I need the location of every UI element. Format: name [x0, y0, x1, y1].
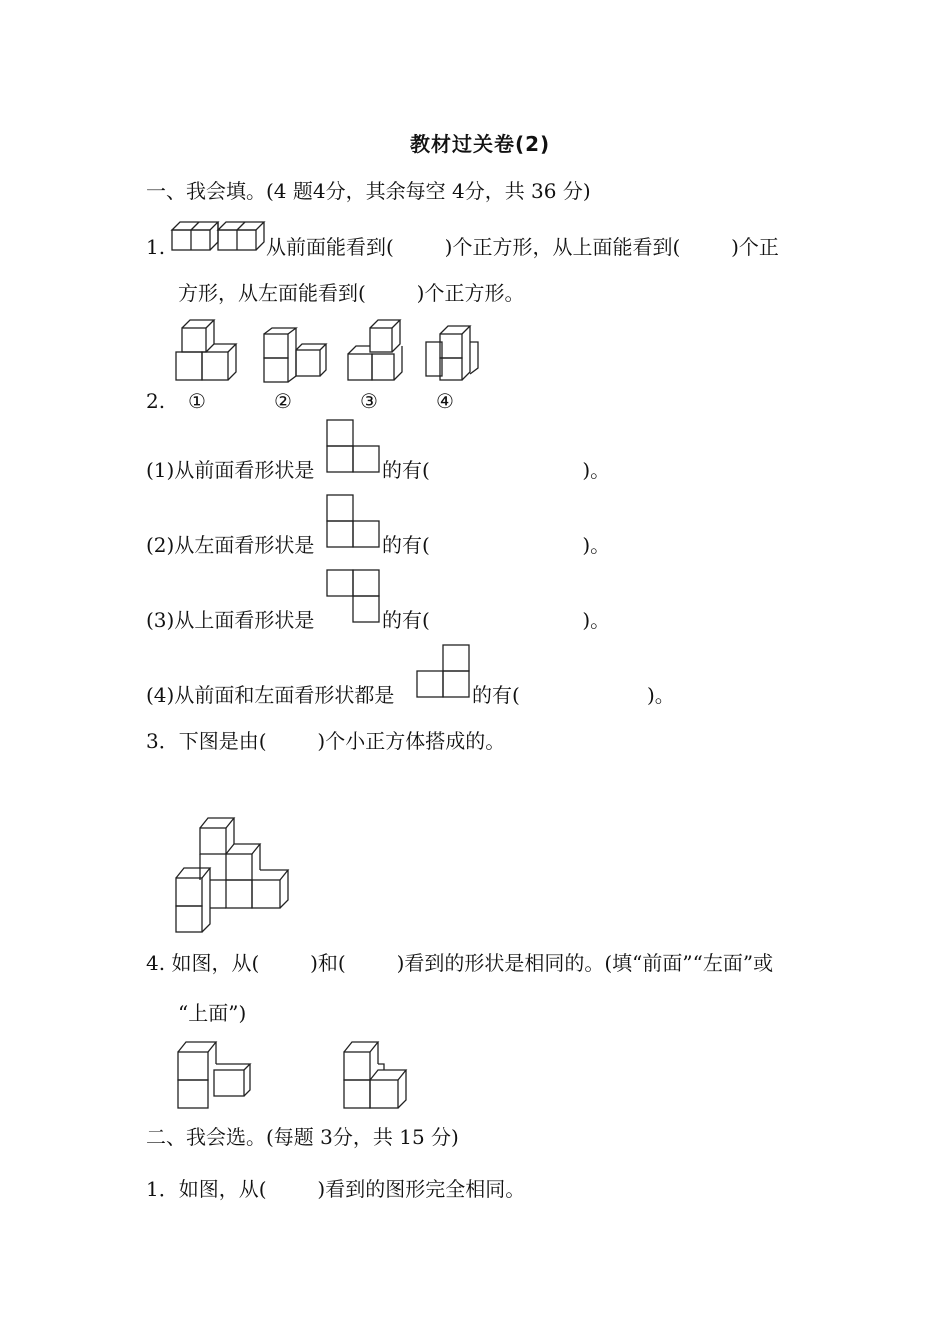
q3-cube-stack-figure	[172, 814, 294, 934]
q4-figure-right	[340, 1040, 412, 1110]
q2-sub3-suffix: 的有( )。	[382, 608, 611, 632]
q2-figure-4	[422, 324, 482, 384]
q1-line2: 方形，从左面能看到( )个正方形。	[178, 281, 525, 305]
q2-sub3-prefix: (3)从上面看形状是	[146, 608, 315, 632]
q2-label-1: ①	[188, 389, 206, 413]
q4-line2: “上面”)	[178, 1001, 247, 1025]
q2-label-2: ②	[274, 389, 292, 413]
q2-sub1-suffix: 的有( )。	[382, 458, 611, 482]
page-title: 教材过关卷(2)	[410, 132, 551, 156]
q1-line1: 从前面能看到( )个正方形，从上面能看到( )个正	[266, 235, 779, 259]
section-2-heading: 二、我会选。(每题 3分，共 15 分)	[146, 1125, 459, 1149]
q2-sub3-shape	[326, 569, 382, 625]
q2-sub2-shape	[326, 494, 382, 550]
q1-cube-row-figure	[170, 218, 266, 254]
q2-sub2-prefix: (2)从左面看形状是	[146, 533, 315, 557]
q2-sub4-suffix: 的有( )。	[472, 683, 675, 707]
q2-sub1-shape	[326, 419, 382, 475]
q2-figure-2	[260, 326, 328, 384]
q2-sub2-suffix: 的有( )。	[382, 533, 611, 557]
q2-sub1-prefix: (1)从前面看形状是	[146, 458, 315, 482]
q2-label-3: ③	[360, 389, 378, 413]
q2-figure-3	[344, 318, 408, 384]
section-1-heading: 一、我会填。(4 题4分，其余每空 4分，共 36 分)	[146, 179, 591, 203]
q2-sub4-shape	[416, 644, 472, 700]
q2-sub4-prefix: (4)从前面和左面看形状都是	[146, 683, 395, 707]
q3-text: 3．下图是由( )个小正方体搭成的。	[146, 729, 506, 753]
q2-figure-1	[172, 318, 240, 384]
q4-line1: 4. 如图，从( )和( )看到的形状是相同的。(填“前面”“左面”或	[146, 951, 774, 975]
q4-figure-left	[174, 1040, 260, 1110]
q2-number: 2.	[146, 389, 166, 413]
q1-number: 1.	[146, 235, 166, 259]
q2-label-4: ④	[436, 389, 454, 413]
s2-q1-text: 1．如图，从( )看到的图形完全相同。	[146, 1177, 526, 1201]
